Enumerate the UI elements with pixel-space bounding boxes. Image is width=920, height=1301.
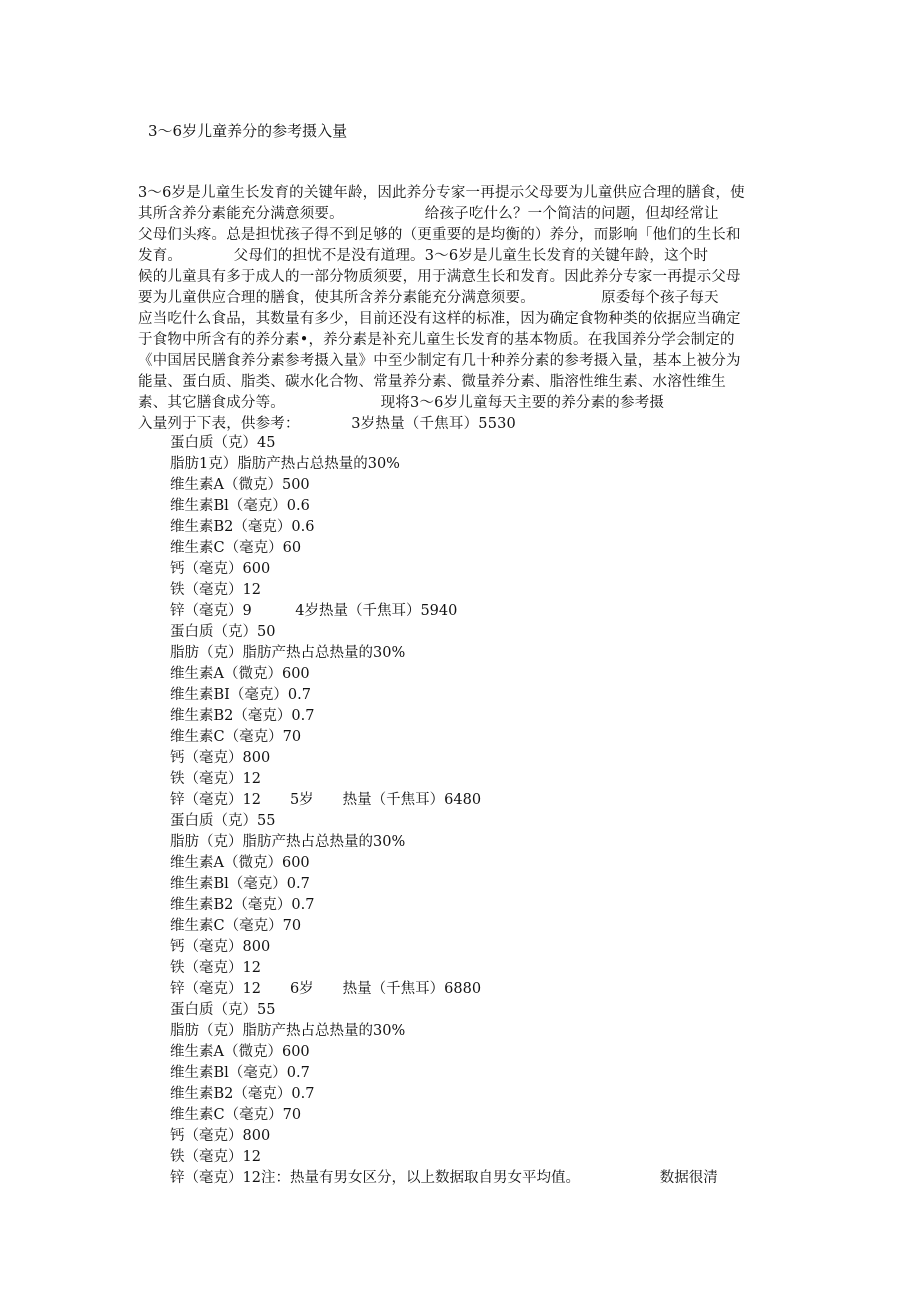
nutrient-row: 维生素C（毫克）70 [170, 729, 302, 745]
nutrient-row: 铁（毫克）12 [170, 771, 261, 787]
nutrient-row: 维生素Bl（毫克）0.7 [170, 1065, 310, 1081]
text-line: 《中国居民膳食养分素参考摄入量》中至少制定有几十种养分素的参考摄入量，基本上被分为 [138, 353, 741, 369]
nutrient-row: 蛋白质（克）50 [170, 624, 276, 640]
text-line: 应当吃什么食品，其数量有多少，目前还没有这样的标准，因为确定食物种类的依据应当确定 [138, 311, 741, 327]
nutrient-list [170, 433, 770, 1189]
nutrient-row: 铁（毫克）12 [170, 582, 261, 598]
text-line: 于食物中所含有的养分素•，养分素是补充儿童生长发育的基本物质。在我国养分学会制定的 [138, 332, 735, 348]
nutrient-row: 维生素A（微克）500 [170, 477, 310, 493]
text-line: 候的儿童具有多于成人的一部分物质须要，用于满意生长和发育。因此养分专家一再提示父母 [138, 269, 741, 285]
nutrient-row: 维生素A（微克）600 [170, 855, 310, 871]
nutrient-row: 维生素C（毫克）70 [170, 918, 302, 934]
text-line: 父母们头疼。总是担忧孩子得不到足够的（更重要的是均衡的）养分，而影响「他们的生长和 [138, 227, 741, 243]
page-title: 3～6岁儿童养分的参考摄入量 [148, 122, 348, 140]
nutrient-row: 维生素B2（毫克）0.6 [170, 519, 315, 535]
nutrient-row: 钙（毫克）800 [170, 939, 271, 955]
nutrient-row: 维生素A（微克）600 [170, 666, 310, 682]
nutrient-row: 蛋白质（克）45 [170, 435, 276, 451]
nutrient-row: 锌（毫克）12 5岁 热量（千焦耳）6480 [170, 792, 482, 808]
text-line: 要为儿童供应合理的膳食，使其所含养分素能充分满意须要。 原委每个孩子每天 [138, 290, 719, 306]
nutrient-row: 蛋白质（克）55 [170, 813, 276, 829]
text-line: 能量、蛋白质、脂类、碳水化合物、常量养分素、微量养分素、脂溶性维生素、水溶性维生 [138, 374, 726, 390]
nutrient-row: 钙（毫克）600 [170, 561, 271, 577]
nutrient-row: 维生素A（微克）600 [170, 1044, 310, 1060]
text-line: 入量列于下表，供参考： 3岁热量（千焦耳）5530 [138, 416, 516, 432]
nutrient-row: 钙（毫克）800 [170, 1128, 271, 1144]
nutrient-row: 锌（毫克）12注：热量有男女区分，以上数据取自男女平均值。 数据很清 [170, 1170, 718, 1186]
intro-paragraph [138, 183, 788, 435]
text-line: 3～6岁是儿童生长发育的关键年龄，因此养分专家一再提示父母要为儿童供应合理的膳食，使 [138, 185, 745, 201]
nutrient-row: 锌（毫克）9 4岁热量（千焦耳）5940 [170, 603, 458, 619]
nutrient-row: 蛋白质（克）55 [170, 1002, 276, 1018]
nutrient-row: 维生素B2（毫克）0.7 [170, 1086, 315, 1102]
nutrient-row: 脂肪（克）脂肪产热占总热量的30% [170, 645, 406, 661]
nutrient-row: 维生素Bl（毫克）0.6 [170, 498, 310, 514]
nutrient-row: 维生素B2（毫克）0.7 [170, 708, 315, 724]
nutrient-row: 铁（毫克）12 [170, 960, 261, 976]
nutrient-row: 脂肪1克）脂肪产热占总热量的30% [170, 456, 400, 472]
nutrient-row: 维生素Bl（毫克）0.7 [170, 876, 310, 892]
nutrient-row: 维生素BI（毫克）0.7 [170, 687, 311, 703]
nutrient-row: 钙（毫克）800 [170, 750, 271, 766]
text-line: 其所含养分素能充分满意须要。 给孩子吃什么？一个简洁的问题，但却经常让 [138, 206, 719, 222]
text-line: 发育。 父母们的担忧不是没有道理。3～6岁是儿童生长发育的关键年龄，这个时 [138, 248, 709, 264]
text-line: 素、其它膳食成分等。 现将3～6岁儿童每天主要的养分素的参考摄 [138, 395, 665, 411]
nutrient-row: 锌（毫克）12 6岁 热量（千焦耳）6880 [170, 981, 482, 997]
nutrient-row: 脂肪（克）脂肪产热占总热量的30% [170, 834, 406, 850]
nutrient-row: 脂肪（克）脂肪产热占总热量的30% [170, 1023, 406, 1039]
nutrient-row: 维生素C（毫克）60 [170, 540, 302, 556]
nutrient-row: 维生素B2（毫克）0.7 [170, 897, 315, 913]
nutrient-row: 铁（毫克）12 [170, 1149, 261, 1165]
nutrient-row: 维生素C（毫克）70 [170, 1107, 302, 1123]
